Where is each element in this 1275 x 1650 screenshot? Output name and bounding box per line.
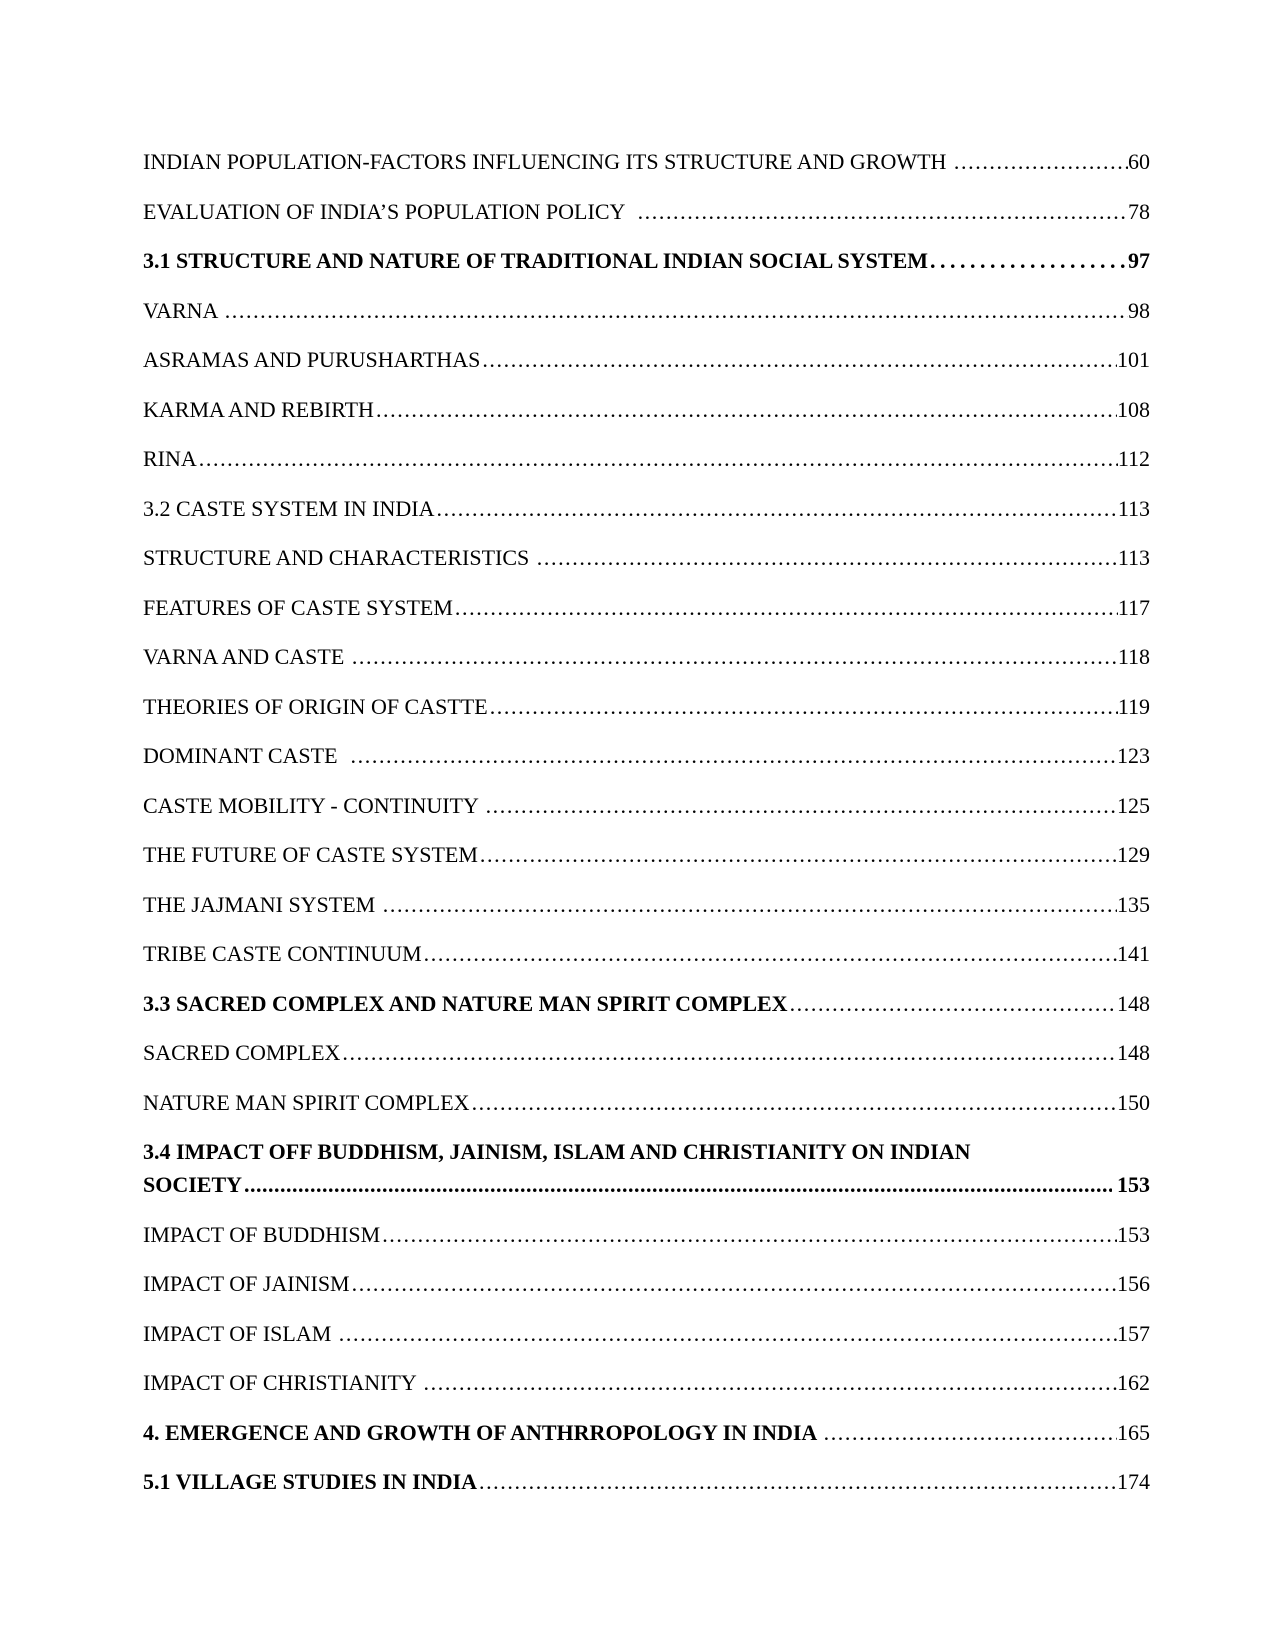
toc-entry-title-line1: 3.4 IMPACT OFF BUDDHISM, JAINISM, ISLAM AND CHRISTIANITY ON INDIAN: [143, 1139, 971, 1164]
toc-page-number: 125: [1117, 792, 1150, 818]
toc-entry-title: 5.1 VILLAGE STUDIES IN INDIA: [143, 1469, 477, 1494]
toc-dot-leader: [349, 739, 1117, 772]
toc-page-number: 135: [1117, 891, 1150, 917]
toc-entry-title: IMPACT OF BUDDHISM: [143, 1221, 381, 1247]
toc-page-number: 162: [1117, 1370, 1150, 1395]
toc-page-number: 148: [1117, 990, 1150, 1016]
toc-entry[interactable]: [143, 789, 1150, 822]
toc-entry[interactable]: [143, 937, 1150, 970]
toc-entry[interactable]: [143, 442, 1150, 475]
toc-entry[interactable]: [143, 1218, 1150, 1251]
toc-entry[interactable]: [143, 640, 1150, 673]
toc-entry-title: 4. EMERGENCE AND GROWTH OF ANTHRROPOLOGY IN INDIA: [143, 1419, 822, 1445]
toc-entry[interactable]: [143, 1416, 1150, 1449]
toc-page-number: 112: [1117, 446, 1150, 471]
toc-dot-leader: [242, 1168, 1111, 1201]
toc-entry-title: THEORIES OF ORIGIN OF CASTTE: [143, 693, 488, 719]
toc-entry-title: IMPACT OF JAINISM: [143, 1271, 350, 1296]
toc-dot-leader: [477, 1465, 1117, 1498]
toc-dot-leader: [350, 1267, 1117, 1300]
toc-entry[interactable]: [143, 492, 1150, 525]
toc-entry-title: 3.3 SACRED COMPLEX AND NATURE MAN SPIRIT COMPLEX: [143, 990, 788, 1016]
toc-dot-leader: [535, 541, 1118, 574]
toc-dot-leader: [380, 1218, 1117, 1251]
toc-dot-leader: [470, 1086, 1117, 1119]
toc-entry[interactable]: [143, 591, 1150, 624]
toc-page-number: 117: [1117, 594, 1150, 620]
toc-page-number: 129: [1117, 842, 1150, 867]
toc-entry[interactable]: [143, 145, 1150, 178]
toc-page-number: 174: [1117, 1469, 1150, 1494]
toc-entry-title: DOMINANT CASTE: [143, 743, 349, 768]
toc-dot-leader: [453, 591, 1118, 624]
toc-entry-title: THE JAJMANI SYSTEM: [143, 891, 381, 917]
toc-entry-title: VARNA AND CASTE: [143, 644, 350, 669]
toc-dot-leader: [422, 937, 1117, 970]
toc-page-number: 118: [1117, 644, 1150, 669]
toc-entry-title: IMPACT OF ISLAM: [143, 1320, 337, 1346]
toc-page-number: 60: [1128, 149, 1150, 174]
toc-page-number: 97: [1128, 248, 1150, 273]
toc-dot-leader: [435, 492, 1118, 525]
toc-page-number: 141: [1117, 941, 1150, 966]
toc-page-number: 157: [1117, 1320, 1150, 1346]
toc-entry-title: ASRAMAS AND PURUSHARTHAS: [143, 347, 481, 372]
toc-entry[interactable]: [143, 393, 1150, 426]
toc-page-number: 108: [1117, 396, 1150, 422]
toc-entry[interactable]: [143, 690, 1150, 723]
toc-entry-title: 3.2 CASTE SYSTEM IN INDIA: [143, 495, 435, 521]
toc-page-number: 98: [1128, 297, 1150, 323]
toc-entry-title: CASTE MOBILITY - CONTINUITY: [143, 792, 484, 818]
toc-dot-leader: [381, 888, 1117, 921]
toc-entry-title-line2: SOCIETY: [143, 1172, 243, 1197]
toc-entry-title: SACRED COMPLEX: [143, 1040, 341, 1065]
toc-dot-leader: [422, 1366, 1117, 1399]
toc-entry[interactable]: [143, 1036, 1150, 1069]
toc-page-number: 165: [1117, 1419, 1150, 1445]
toc-dot-leader: [822, 1416, 1117, 1449]
toc-page-number: 78: [1128, 198, 1150, 224]
toc-page-number: 123: [1117, 743, 1150, 768]
toc-entry[interactable]: [143, 888, 1150, 921]
toc-entry-title: STRUCTURE AND CHARACTERISTICS: [143, 545, 535, 570]
toc-dot-leader: [197, 442, 1118, 475]
toc-list: [143, 145, 1150, 1498]
toc-dot-leader: [223, 294, 1128, 327]
toc-entry-title: INDIAN POPULATION-FACTORS INFLUENCING ITS STRUCTURE AND GROWTH: [143, 149, 952, 174]
toc-page-number: 156: [1117, 1271, 1150, 1296]
toc-page-number: 148: [1117, 1040, 1150, 1065]
toc-entry[interactable]: [143, 244, 1150, 277]
toc-page-number: 113: [1117, 545, 1150, 570]
toc-dot-leader: [480, 343, 1117, 376]
toc-page-number: 150: [1117, 1089, 1150, 1115]
toc-page-number: 101: [1117, 347, 1150, 372]
toc-entry-title: FEATURES OF CASTE SYSTEM: [143, 594, 453, 620]
toc-dot-leader: [478, 838, 1117, 871]
toc-dot-leader: [952, 145, 1128, 178]
toc-dot-leader: [636, 195, 1128, 228]
toc-page-number: 113: [1117, 495, 1150, 521]
toc-entry[interactable]: [143, 739, 1150, 772]
toc-entry-title: NATURE MAN SPIRIT COMPLEX: [143, 1089, 470, 1115]
toc-entry[interactable]: [143, 838, 1150, 871]
toc-entry[interactable]: [143, 1317, 1150, 1350]
toc-dot-leader: [340, 1036, 1117, 1069]
toc-page-number: 153: [1111, 1172, 1150, 1197]
toc-page-number: 153: [1117, 1221, 1150, 1247]
toc-page-number: 119: [1117, 693, 1150, 719]
toc-entry-title: EVALUATION OF INDIA’S POPULATION POLICY: [143, 198, 636, 224]
toc-dot-leader: [928, 244, 1128, 277]
toc-dot-leader: [488, 690, 1118, 723]
toc-entry[interactable]: [143, 1465, 1150, 1498]
toc-entry-title: THE FUTURE OF CASTE SYSTEM: [143, 842, 478, 867]
toc-entry[interactable]: [143, 541, 1150, 574]
toc-entry-title: VARNA: [143, 297, 223, 323]
toc-dot-leader: [484, 789, 1117, 822]
toc-entry[interactable]: [143, 1135, 1150, 1201]
toc-dot-leader: [788, 987, 1117, 1020]
toc-entry[interactable]: [143, 195, 1150, 228]
toc-dot-leader: [374, 393, 1117, 426]
toc-entry[interactable]: [143, 1366, 1150, 1399]
toc-dot-leader: [350, 640, 1118, 673]
toc-entry-title: KARMA AND REBIRTH: [143, 396, 374, 422]
toc-entry[interactable]: [143, 1086, 1150, 1119]
toc-entry[interactable]: [143, 987, 1150, 1020]
toc-entry[interactable]: [143, 1267, 1150, 1300]
toc-entry[interactable]: [143, 343, 1150, 376]
toc-entry[interactable]: [143, 294, 1150, 327]
toc-entry-title: IMPACT OF CHRISTIANITY: [143, 1370, 422, 1395]
toc-entry-title: TRIBE CASTE CONTINUUM: [143, 941, 422, 966]
toc-entry-title: 3.1 STRUCTURE AND NATURE OF TRADITIONAL INDIAN SOCIAL SYSTEM: [143, 248, 929, 273]
toc-dot-leader: [337, 1317, 1117, 1350]
toc-entry-title: RINA: [143, 446, 197, 471]
